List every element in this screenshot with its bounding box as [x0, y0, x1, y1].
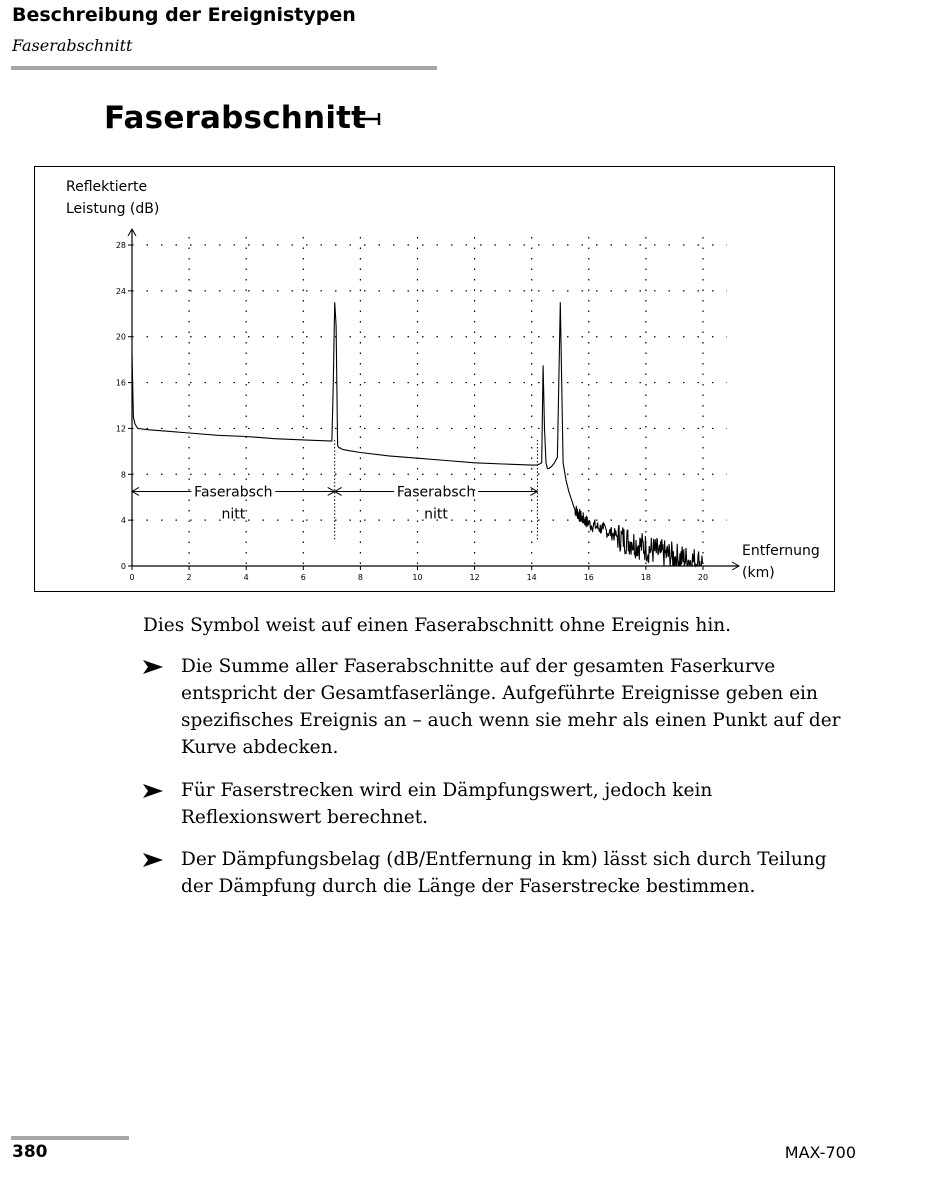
- x-tick-label: 10: [412, 573, 423, 582]
- x-tick-label: 6: [300, 573, 306, 582]
- x-tick-label: 18: [640, 573, 651, 582]
- bullet-line: Für Faserstrecken wird ein Dämpfungswert, jedoch kein: [181, 780, 713, 801]
- x-axis-label-line1: Entfernung: [742, 543, 820, 559]
- y-tick-label: 28: [115, 241, 126, 250]
- y-tick-label: 20: [115, 332, 126, 342]
- bullet-arrow-icon: [143, 784, 163, 798]
- bullet-line: Reflexionswert berechnet.: [181, 807, 429, 828]
- y-tick-label: 8: [120, 470, 126, 480]
- y-axis-label-line1: Reflektierte: [66, 179, 148, 195]
- x-tick-label: 2: [186, 573, 192, 582]
- footer-rule: [11, 1136, 129, 1140]
- otdr-trace-chart: [35, 167, 836, 593]
- bullet-line: entspricht der Gesamtfaserlänge. Aufgeführte Ereignisse geben ein: [181, 683, 818, 704]
- y-tick-label: 0: [120, 562, 126, 571]
- annotation-label: Faserabsch: [194, 484, 273, 501]
- fiber-trace-line: [132, 302, 703, 566]
- bullet-line: Die Summe aller Faserabschnitte auf der gesamten Faserkurve: [181, 656, 776, 677]
- bullet-line: spezifisches Ereignis an – auch wenn sie mehr als einen Punkt auf der: [181, 710, 841, 731]
- header-rule: [11, 66, 437, 70]
- intro-paragraph: Dies Symbol weist auf einen Faserabschnitt ohne Ereignis hin.: [143, 615, 732, 636]
- annotation-label: nitt: [424, 506, 448, 523]
- product-model: MAX-700: [784, 1143, 856, 1162]
- x-tick-label: 16: [583, 573, 594, 582]
- x-tick-label: 0: [129, 573, 135, 582]
- chart-annotations: [132, 440, 537, 541]
- fiber-section-icon: [353, 112, 381, 126]
- annotation-label: Faserabsch: [396, 484, 476, 501]
- bullet-arrow-icon: [143, 853, 163, 867]
- otdr-trace-figure: [34, 166, 835, 592]
- running-header-subtitle: Faserabschnitt: [12, 36, 133, 55]
- running-header-title: Beschreibung der Ereignistypen: [12, 4, 356, 26]
- y-tick-label: 16: [115, 378, 126, 388]
- bullet-item: [143, 777, 863, 831]
- bullet-line: der Dämpfung durch die Länge der Faserstrecke bestimmen.: [181, 876, 756, 897]
- x-tick-label: 14: [526, 573, 537, 582]
- page-number: 380: [12, 1142, 48, 1162]
- y-axis-label-line2: Leistung (dB): [66, 201, 160, 217]
- section-title: Faserabschnitt: [104, 100, 367, 136]
- bullet-line: Kurve abdecken.: [181, 737, 339, 758]
- x-tick-label: 12: [469, 573, 480, 582]
- x-tick-label: 20: [697, 573, 709, 582]
- bullet-item: [143, 653, 863, 761]
- bullet-arrow-icon: [143, 660, 163, 674]
- bullet-line: Der Dämpfungsbelag (dB/Entfernung in km) lässt sich durch Teilung: [181, 849, 827, 870]
- annotation-label: nitt: [221, 506, 246, 523]
- y-tick-label: 12: [115, 424, 126, 434]
- x-tick-label: 4: [243, 573, 249, 582]
- y-tick-label: 24: [115, 286, 126, 296]
- y-tick-label: 4: [120, 516, 126, 526]
- x-tick-label: 8: [357, 573, 363, 582]
- bullet-item: [143, 846, 863, 900]
- x-axis-label-line2: (km): [742, 565, 775, 581]
